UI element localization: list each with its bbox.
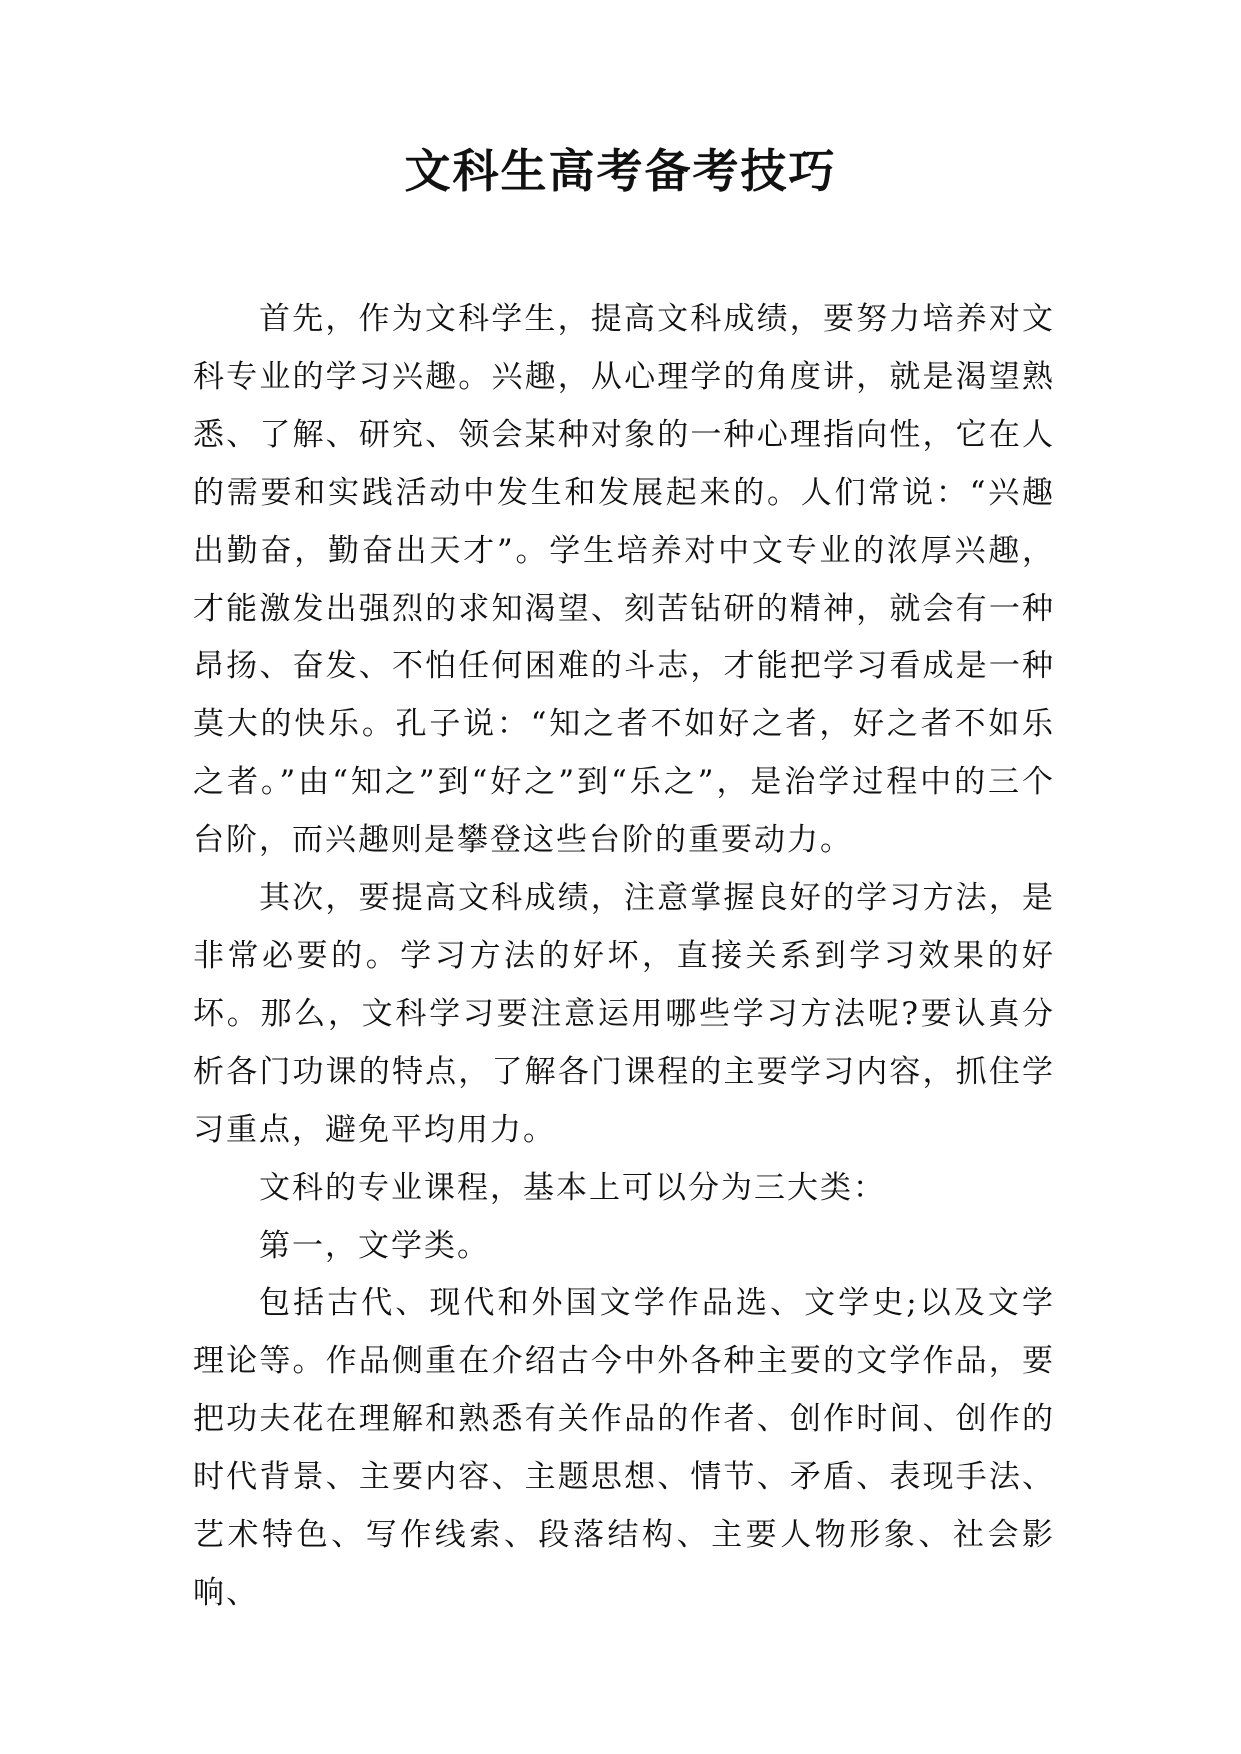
paragraph-interest: 首先，作为文科学生，提高文科成绩，要努力培养对文科专业的学习兴趣。兴趣，从心理学的角度讲，就是渴望熟悉、了解、研究、领会某种对象的一种心理指向性，它在人的需要和实践活动中发生和发展起来的。人们常说：“兴趣出勤奋，勤奋出天才”。学生培养对中文专业的浓厚兴趣，才能激发出强烈的求知渴望、刻苦钻研的精神，就会有一种昂扬、奋发、不怕任何困难的斗志，才能把学习看成是一种莫大的快乐。孔子说：“知之者不如好之者，好之者不如乐之者。”由“知之”到“好之”到“乐之”，是治学过程中的三个台阶，而兴趣则是攀登这些台阶的重要动力。	[193, 301, 1055, 859]
paragraph-method: 其次，要提高文科成绩，注意掌握良好的学习方法，是非常必要的。学习方法的好坏，直接关系到学习效果的好坏。那么，文科学习要注意运用哪些学习方法呢?要认真分析各门功课的特点，了解各门课程的主要学习内容，抓住学习重点，避免平均用力。	[193, 880, 1055, 1148]
paragraph-first-category: 第一，文学类。	[259, 1227, 490, 1264]
paragraph-literature: 包括古代、现代和外国文学作品选、文学史;以及文学理论等。作品侧重在介绍古今中外各种主要的文学作品，要把功夫花在理解和熟悉有关作品的作者、创作时间、创作的时代背景、主要内容、主题思想、情节、矛盾、表现手法、艺术特色、写作线索、段落结构、主要人物形象、社会影响、	[193, 1285, 1055, 1611]
paragraph-categories: 文科的专业课程，基本上可以分为三大类：	[259, 1169, 886, 1206]
document-body	[193, 291, 1055, 1623]
document-title: 文科生高考备考技巧	[404, 144, 837, 198]
